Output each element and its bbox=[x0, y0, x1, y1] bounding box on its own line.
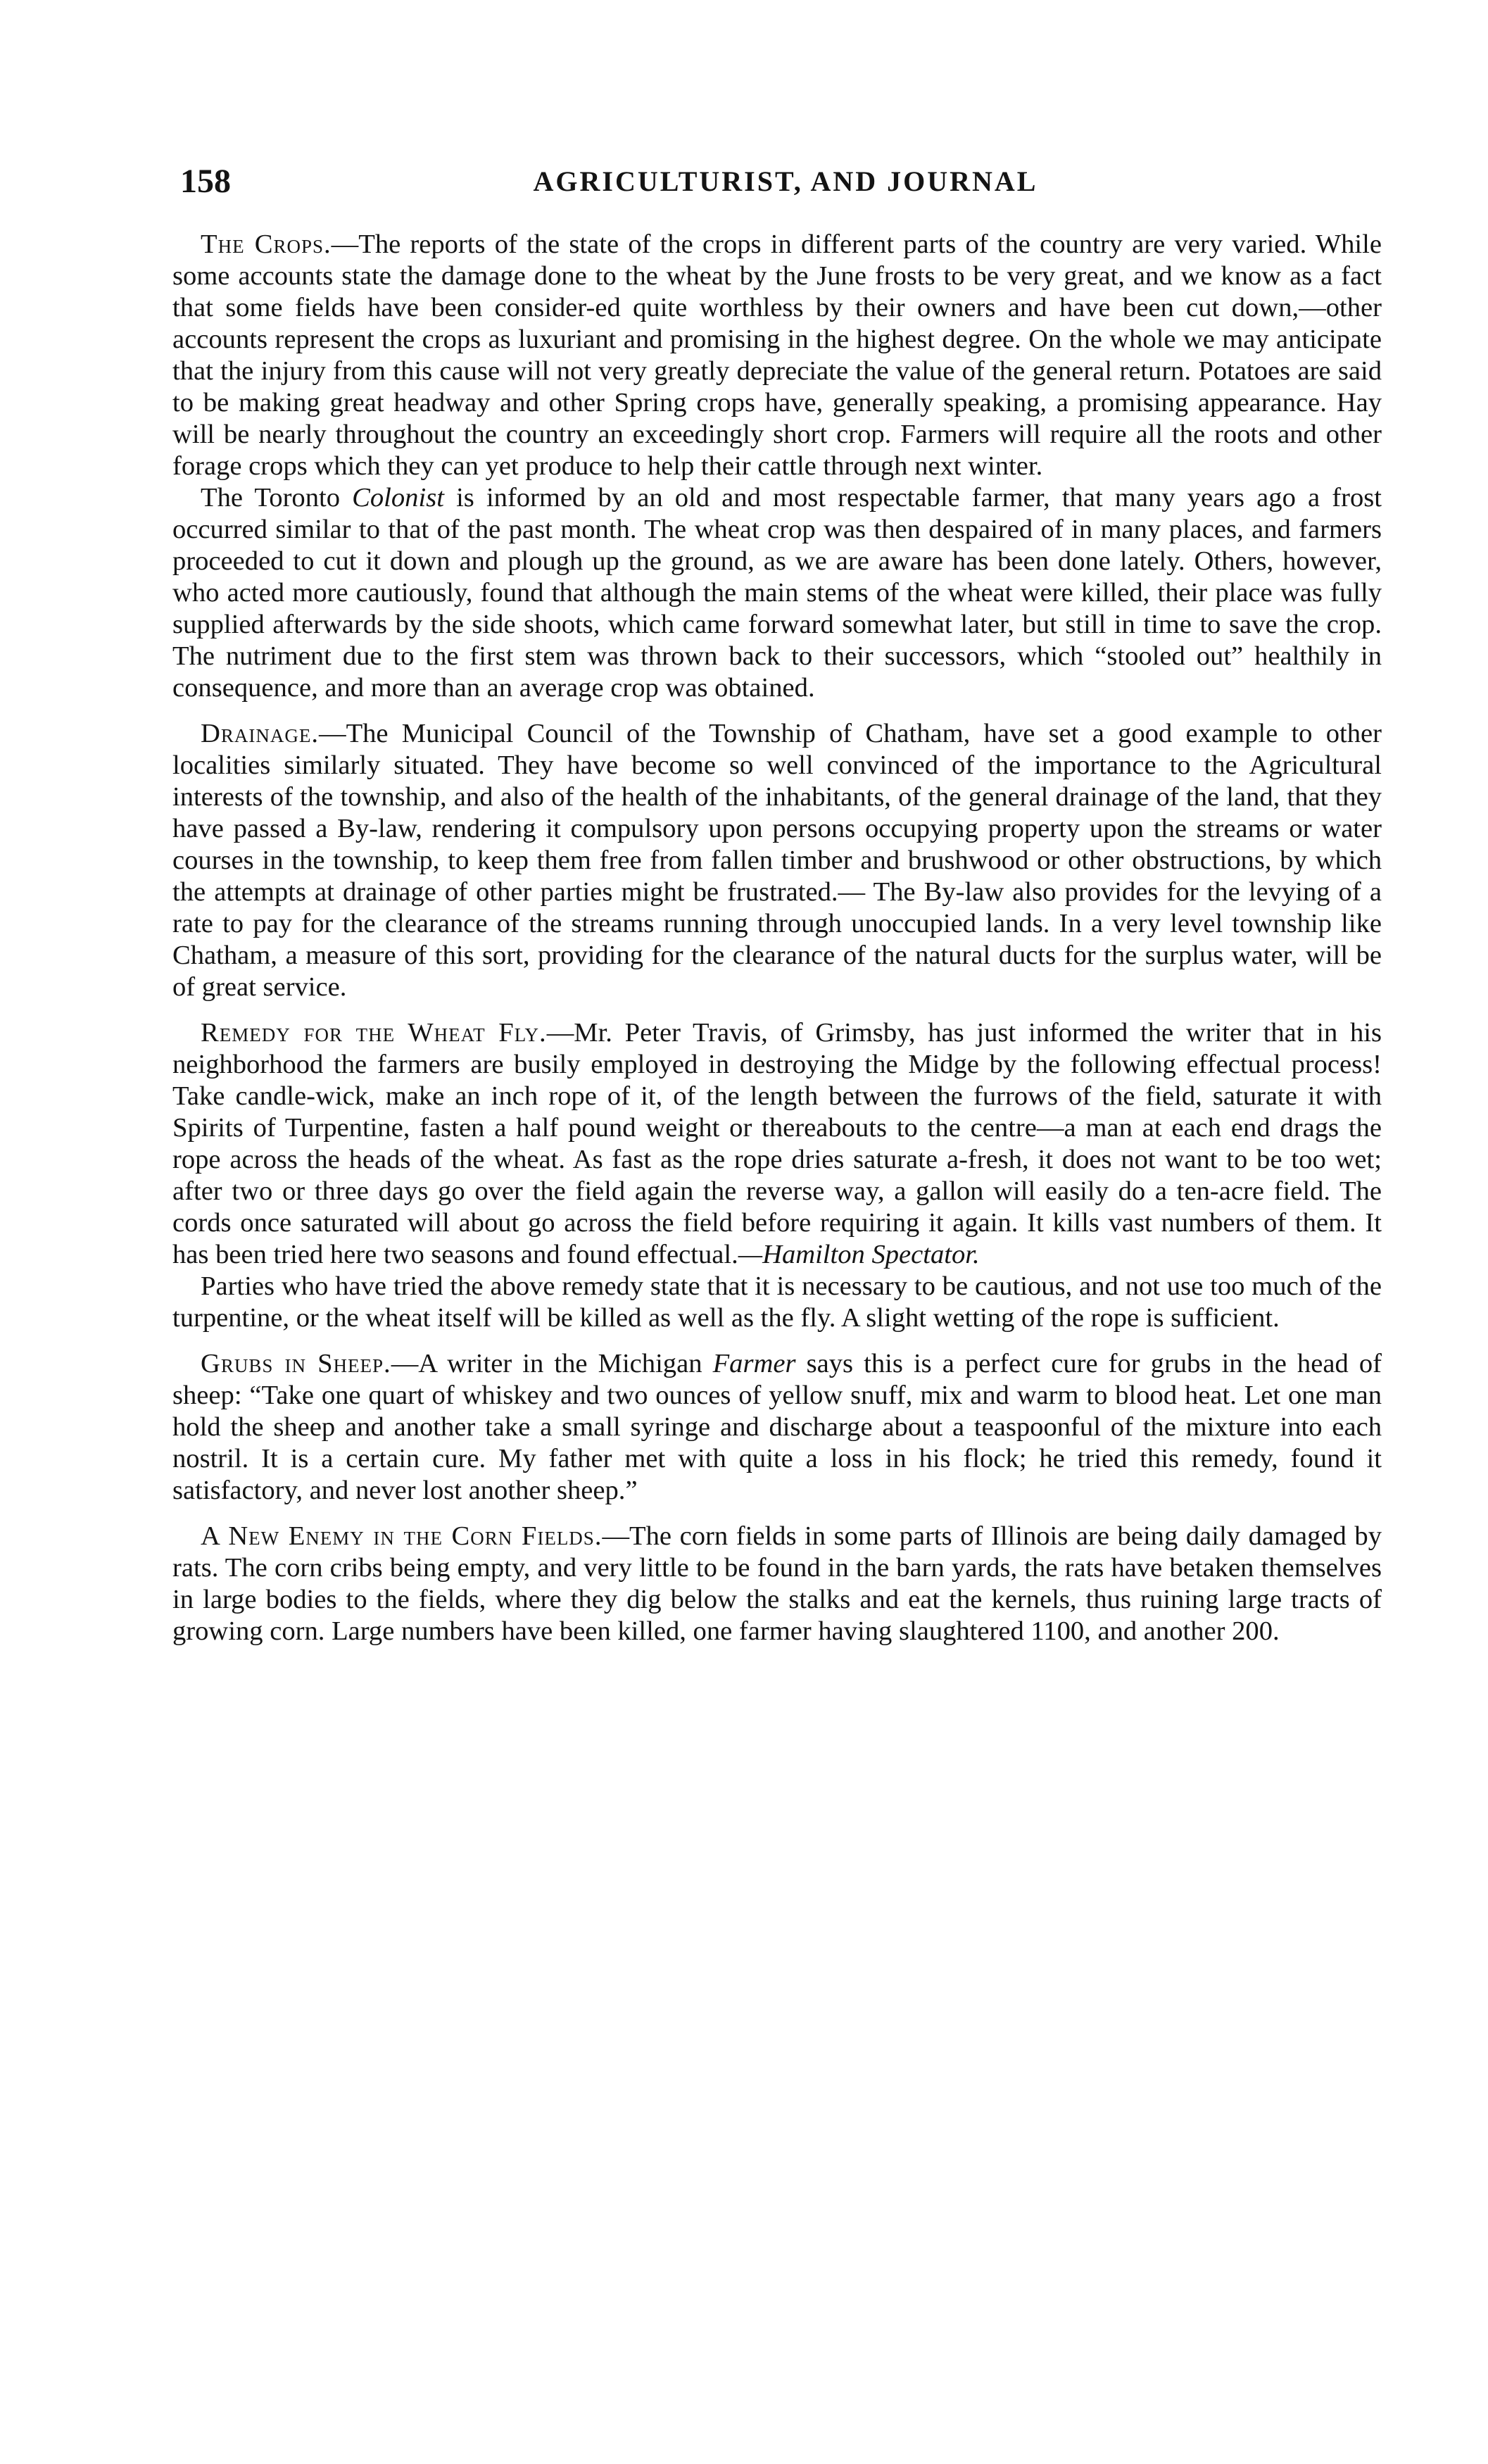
paragraph bbox=[172, 482, 1382, 704]
page-number: 158 bbox=[180, 163, 231, 200]
paragraph bbox=[172, 718, 1382, 1003]
article-the-crops bbox=[172, 229, 1382, 704]
paragraph-text: Parties who have tried the above remedy state that it is necessary to be cautious, and not use too much of the turpentine, or the wheat itself will be killed as well as the fly. A slight wetting of the rope is sufficient. bbox=[172, 1271, 1382, 1333]
paragraph-text: —A writer in the Michigan bbox=[391, 1349, 713, 1378]
paragraph-text: The Toronto bbox=[201, 483, 353, 513]
article-heading: The Crops. bbox=[201, 230, 332, 259]
article-heading: Drainage. bbox=[201, 719, 319, 748]
paragraph bbox=[172, 1521, 1382, 1647]
article-corn-fields bbox=[172, 1521, 1382, 1647]
paragraph bbox=[172, 1017, 1382, 1271]
article-heading: Remedy for the Wheat Fly. bbox=[201, 1018, 547, 1048]
paragraph bbox=[172, 1348, 1382, 1507]
paragraph-text: says this is a perfect cure for grubs in the head of sheep: “Take one quart of whiskey and two ounces of yellow snuff, mix and warm to blood heat. Let one man hold the sheep and another take a small syringe and discharge about a teaspoonful of the mixture into each nostril. It is a certain cure. My father met with quite a loss in his flock; he tried this remedy, found it satisfactory, and never lost another sheep.” bbox=[172, 1349, 1382, 1505]
article-drainage bbox=[172, 718, 1382, 1003]
paragraph-text: —Mr. Peter Travis, of Grimsby, has just informed the writer that in his neighborhood the farmers are busily employed in destroying the Midge by the following effectual process! Take candle-wick, make an inch rope of it, of the length between the furrows of the field, saturate it with Spirits of Turpentine, fasten a half pound weight or thereabouts to the centre—a man at each end drags the rope across the heads of the wheat. As fast as the rope dries saturate a-fresh, it does not want to be too wet; after two or three days go over the field again the reverse way, a gallon will easily do a ten-acre field. The cords once saturated will about go across the field before requiring it again. It kills vast numbers of them. It has been tried here two seasons and found effectual. bbox=[172, 1018, 1382, 1269]
article-heading: Grubs in Sheep. bbox=[201, 1349, 391, 1378]
article-grubs-in-sheep bbox=[172, 1348, 1382, 1507]
article-body bbox=[172, 229, 1382, 1647]
article-heading: A New Enemy in the Corn Fields. bbox=[201, 1521, 603, 1551]
paragraph-text: is informed by an old and most respectable farmer, that many years ago a frost occurred similar to that of the past month. The wheat crop was then despaired of in many places, and farmers proceeded to cut it down and plough up the ground, as we are aware has been done lately. Others, however, who acted more cautiously, found that although the main stems of the wheat were killed, their place was fully supplied afterwards by the side shoots, which came forward somewhat later, but still in time to save the crop. The nutriment due to the first stem was thrown back to their successors, which “stooled out” healthily in consequence, and more than an average crop was obtained. bbox=[172, 483, 1382, 703]
running-head bbox=[180, 161, 1391, 203]
newspaper-name: Colonist bbox=[352, 483, 444, 513]
paragraph-text: —The Municipal Council of the Township of Chatham, have set a good example to other localities similarly situated. They have become so well convinced of the importance to the Agricultural interests of the township, and also of the health of the inhabitants, of the general drainage of the land, that they have passed a By-law, rendering it compulsory upon persons occupying property upon the streams or water courses in the township, to keep them free from fallen timber and brushwood or other obstructions, by which the attempts at drainage of other parties might be frustrated.— The By-law also provides for the levying of a rate to pay for the clearance of the streams running through unoccupied lands. In a very level township like Chatham, a measure of this sort, providing for the clearance of the natural ducts for the surplus water, will be of great service. bbox=[172, 719, 1382, 1002]
article-wheat-fly bbox=[172, 1017, 1382, 1334]
source-citation: —Hamilton Spectator. bbox=[738, 1240, 980, 1269]
journal-title: AGRICULTURIST, AND JOURNAL bbox=[533, 165, 1038, 197]
newspaper-name: Farmer bbox=[712, 1349, 796, 1378]
paragraph bbox=[172, 1271, 1382, 1334]
paragraph-text: —The corn fields in some parts of Illinois are being daily damaged by rats. The corn cribs being empty, and very little to be found in the barn yards, the rats have betaken themselves in large bodies to the fields, where they dig below the stalks and eat the kernels, thus ruining large tracts of growing corn. Large numbers have been killed, one farmer having slaughtered 1100, and another 200. bbox=[172, 1521, 1382, 1646]
paragraph-text: —The reports of the state of the crops in different parts of the country are very varied. While some accounts state the damage done to the wheat by the June frosts to be very great, and we know as a fact that some fields have been consider-ed quite worthless by their owners and have been cut down,—other accounts represent the crops as luxuriant and promising in the highest degree. On the whole we may anticipate that the injury from this cause will not very greatly depreciate the value of the general return. Potatoes are said to be making great headway and other Spring crops have, generally speaking, a promising appearance. Hay will be nearly throughout the country an exceedingly short crop. Farmers will require all the roots and other forage crops which they can yet produce to help their cattle through next winter. bbox=[172, 230, 1382, 481]
paragraph bbox=[172, 229, 1382, 482]
